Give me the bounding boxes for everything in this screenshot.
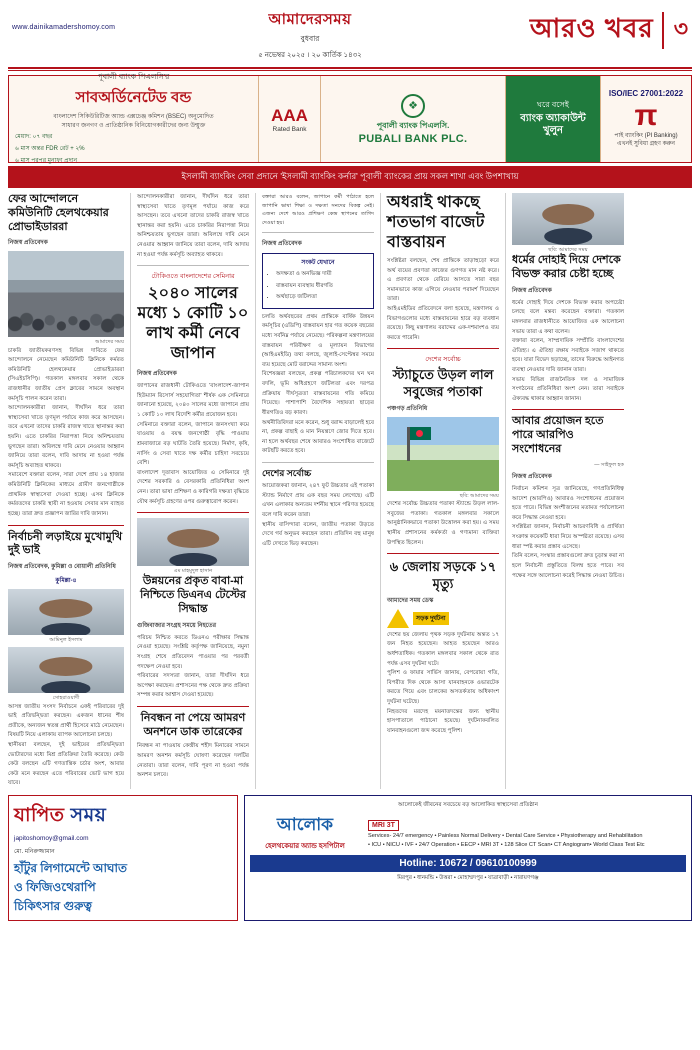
column-3 xyxy=(262,193,374,789)
mri-badge: MRI 3T xyxy=(368,820,399,831)
article-8-photo-caption: ছবি: আমাদের সময় xyxy=(459,492,499,499)
article-6-factbox xyxy=(262,253,374,309)
divider-1 xyxy=(8,525,124,526)
col3-jump-para: বক্তারা আরও বলেন, জাপানে কর্মী পাঠাতে হলে জাপানি ভাষা শিক্ষা ও দক্ষতা সনদের বিকল্প নেই। এজন্য দেশে আরও প্রশিক্ষণ কেন্দ্র স্থাপনের তাগিদ দেওয়া হয়। xyxy=(262,194,374,226)
col5-portrait-caption: ছবি: আমাদের সময় xyxy=(548,247,588,253)
article-11-byline: নিজস্ব প্রতিবেদক xyxy=(512,474,552,481)
article-1-byline: নিজস্ব প্রতিবেদক xyxy=(8,240,48,247)
lead-para-2: আইএমইডির প্রতিবেদনে বলা হয়েছে, মন্ত্রণালয় ও বিভাগগুলোর মধ্যে বাস্তবায়নের হারে বড় ব্যবধান রয়েছে। কিছু মন্ত্রণালয় বরাদ্দের এক-দশমাংশও ব্যয় করতে পারেনি। xyxy=(387,306,499,341)
alok-branches: মিরপুর • ধানমন্ডি • উত্তরা • মোহাম্মদপুর • যাত্রাবাড়ী • নারায়ণগঞ্জ xyxy=(397,874,539,881)
article-8-photo xyxy=(387,417,499,491)
factbox-item-1: • অদক্ষতা ও অনভিজ্ঞ দায়ী xyxy=(276,270,370,280)
column-4 xyxy=(387,193,499,789)
article-10-para-2: বক্তারা বলেন, সাম্প্রদায়িক সম্প্রীতি বাংলাদেশের ঐতিহ্য। এ ঐতিহ্য রক্ষায় সবাইকে সজাগ থাকতে হবে। যারা বিভেদ ছড়াচ্ছে, তাদের বিরুদ্ধে আইনগত ব্যবস্থা নেওয়ার দাবি জানান তারা। xyxy=(512,338,624,374)
column-separator-4 xyxy=(505,193,506,789)
divider-8 xyxy=(387,553,499,554)
pubali-bank-icon: ❖ xyxy=(401,94,425,118)
article-2-para-2: স্থানীয়রা বলছেন, দুই ভাইয়ের প্রতিদ্বন্দ্বিতা ভোটারদের মধ্যে মিশ্র প্রতিক্রিয়া তৈরি করেছে। কেউ কেউ বলছেন এটি গণতান্ত্রিক চর্চার অংশ, আবার কেউ মনে করছেন এতে পরিবারের ভোট ভাগ হয়ে যাবে। xyxy=(8,742,124,787)
article-10-byline: নিজস্ব প্রতিবেদক xyxy=(512,287,552,294)
article-7-headline: দেশের সর্বোচ্চ xyxy=(262,467,312,478)
divider-4 xyxy=(137,706,249,707)
japito-title-line3: চিকিৎসার গুরুত্ব xyxy=(14,899,92,914)
column-2 xyxy=(137,193,249,789)
article-2-byline: নিজস্ব প্রতিবেদক, কুমিল্লা ও বোয়ালী প্রতিনিধি xyxy=(8,564,116,570)
japito-author: মো. মনিরুজ্জামান xyxy=(14,849,55,856)
hotline-label: Hotline: xyxy=(399,857,437,869)
content-grid xyxy=(8,193,692,789)
masthead-center xyxy=(182,8,438,61)
article-6-para-2: বিশেষজ্ঞরা বলছেন, প্রকল্প পরিচালকদের ঘন ঘন বদলি, ভূমি অধিগ্রহণে জটিলতা এবং দরপত্র প্রক্রিয়ায় দীর্ঘসূত্রতা বাস্তবায়নের গতি কমিয়ে দিয়েছে। পাশাপাশি বৈদেশিক সহায়তা ছাড়ের ধীরগতিও বড় কারণ। xyxy=(262,371,374,416)
lead-para-1: সংশ্লিষ্টরা বলছেন, শেষ প্রান্তিকে তাড়াহুড়ো করে অর্থ ব্যয়ের প্রবণতা কাজের গুণগত মান নষ্ট করে। এ প্রবণতা থেকে বেরিয়ে আসতে সারা বছর সমানভাবে কাজ এগিয়ে নেওয়ার পরামর্শ দিয়েছেন তারা। xyxy=(387,258,499,303)
road-accident-warning xyxy=(387,609,499,628)
article-9-para-2: পুলিশ ও ফায়ার সার্ভিস জানায়, বেপরোয়া গতি, বিপরীত দিক থেকে আসা যানবাহনকে ওভারটেক করতে গিয়ে এবং চালকের অসতর্কতায় অধিকাংশ দুর্ঘটনা ঘটেছে। xyxy=(387,670,499,706)
page-number: ৩ xyxy=(662,12,688,49)
article-1-para-3: সমাবেশে বক্তারা বলেন, সারা দেশে প্রায় ১৪ হাজার কমিউনিটি ক্লিনিকের মাধ্যমে গ্রামীণ জনগোষ্ঠীকে প্রাথমিক স্বাস্থ্যসেবা দেওয়া হচ্ছে। এসব ক্লিনিকে কর্মরতদের চাকরি স্থায়ী না হওয়ায় সেবার মান ব্যাহত হচ্ছে। তারা দ্রুত প্রজ্ঞাপন জারির দাবি জানান। xyxy=(8,472,124,517)
japito-title-line2: ও ফিজিওথেরাপি xyxy=(14,880,96,895)
warning-triangle-icon xyxy=(387,609,409,628)
article-10-para-1: ধর্মের দোহাই দিয়ে দেশকে বিভক্ত করার অপচেষ্টা চলছে বলে মন্তব্য করেছেন বক্তারা। গতকাল মঙ্গলবার রাজধানীতে আয়োজিত এক আলোচনা সভায় তারা এ কথা বলেন। xyxy=(512,299,624,335)
pi-banking-line2: এখনই সুবিধা গ্রহণ করুন xyxy=(617,141,675,148)
rating-label: Rated Bank xyxy=(272,125,307,133)
masthead-left xyxy=(12,8,182,31)
divider-3 xyxy=(137,512,249,513)
divider-2 xyxy=(137,265,249,266)
article-1-headline: ফের আন্দোলনে কমিউনিটি হেলথকেয়ার প্রোভাইডাররা xyxy=(8,193,109,233)
article-11-para-2: সংশ্লিষ্টরা জানান, নির্বাচনী আচরণবিধি ও প্রার্থিতা সংক্রান্ত কয়েকটি ধারা নিয়ে অস্পষ্টতা রয়েছে। এসব ধারা স্পষ্ট করার প্রস্তাব এসেছে। xyxy=(512,524,624,550)
factbox-title: সংকট যেখানে xyxy=(301,260,335,267)
ad-bond-bullet-3: ৬ মাস পরপর মুনাফা প্রদান xyxy=(15,157,78,164)
ad-bond-line4: সাধারণ জনগণ ও প্রাতিষ্ঠানিক বিনিয়োগকারীদের জন্য উন্মুক্ত xyxy=(61,122,206,129)
lead-headline: অধরাই থাকছে শতভাগ বাজেট বাস্তবায়ন xyxy=(387,194,485,251)
article-5-para-1: নিবন্ধন না পাওয়ায় কেন্দ্রীয় শহীদ মিনারের সামনে আমরণ অনশন কর্মসূচি ঘোষণা করেছেন দলটির নেতারা। তারা বলেন, দাবি পূরণ না হওয়া পর্যন্ত অনশন চলবে। xyxy=(137,743,249,779)
newspaper-logo: আমাদেরসময় xyxy=(268,11,352,28)
article-4-byline: গুজিবাজার সংগ্রহ সময়ে নিহতের xyxy=(137,622,216,629)
masthead-right xyxy=(438,8,688,52)
col2-lead-para: আন্দোলনকারীরা জানান, দীর্ঘদিন ধরে তারা স্বাস্থ্যসেবা খাতে তৃণমূল পর্যায়ে কাজ করে আসছেন। তবে এখনো তাদের চাকরি রাজস্ব খাতে স্থানান্তর করা হয়নি। এতে চাকরির নিরাপত্তা নিয়ে অনিশ্চয়তায় ভুগছেন তারা। অবিলম্বে দাবি মেনে নেওয়ার আহ্বান জানিয়ে তারা বলেন, দাবি আদায় না হওয়া পর্যন্ত কর্মসূচি অব্যাহত থাকবে। xyxy=(137,194,249,258)
article-11-source-note: — সাইফুল হক xyxy=(594,461,624,468)
article-8-byline: পঞ্চগড় প্রতিনিধি xyxy=(387,405,428,412)
article-8-para-1: দেশের সর্বোচ্চ উচ্চতার পতাকা স্ট্যান্ডে উড়ল লাল-সবুজের পতাকা। গতকাল মঙ্গলবার সকালে আনুষ্ঠানিকভাবে পতাকা উত্তোলন করা হয়। এ সময় স্থানীয় প্রশাসনের কর্মকর্তা ও গণ্যমান্য ব্যক্তিরা উপস্থিত ছিলেন। xyxy=(387,501,499,546)
top-advertisement[interactable] xyxy=(8,72,692,164)
article-9-para-3: নিহতদের মরদেহ ময়নাতদন্তের জন্য স্থানীয় হাসপাতালে পাঠানো হয়েছে। দুর্ঘটনাকবলিত যানবাহনগুলো জব্দ করেছে পুলিশ। xyxy=(387,708,499,734)
article-3-para-1: জাপানের রাজধানী টোকিওতে 'বাংলাদেশ-জাপান হিউম্যান রিসোর্স সহযোগিতা' শীর্ষক এক সেমিনারে জানানো হয়েছে, ২০৪০ সালের মধ্যে জাপানে প্রায় ১ কোটি ১০ লাখ বিদেশি কর্মীর প্রয়োজন হবে। xyxy=(137,383,249,419)
warning-label: সড়ক দুর্ঘটনা xyxy=(413,612,449,625)
article-4-para-2: পরিবারের সদস্যরা জানান, তারা দীর্ঘদিন ধরে অপেক্ষা করছেন। প্রশাসনের পক্ষ থেকে দ্রুত প্রক্রিয়া সম্পন্ন করার আশ্বাস দেওয়া হয়েছে। xyxy=(137,673,249,699)
article-3-para-3: বাংলাদেশ দূতাবাস আয়োজিত এ সেমিনারে দুই দেশের সরকারি ও বেসরকারি প্রতিনিধিরা অংশ নেন। তারা ভাষা প্রশিক্ষণ ও কারিগরি দক্ষতা বৃদ্ধিতে যৌথ কর্মসূচি গ্রহণের ওপর গুরুত্বারোপ করেন। xyxy=(137,469,249,505)
column-5 xyxy=(512,193,624,789)
divider-5 xyxy=(262,232,374,233)
pi-symbol-icon: π xyxy=(634,99,658,133)
article-5-headline: নিবন্ধন না পেয়ে আমরণ অনশনে ডাক তারেকের xyxy=(140,711,246,738)
column-separator-1 xyxy=(130,193,131,789)
article-4-photo xyxy=(137,518,249,566)
divider-7 xyxy=(387,348,499,349)
article-4-para-1: পরিচয় নিশ্চিত করতে ডিএনএ পরীক্ষার সিদ্ধান্ত নেওয়া হয়েছে। সংশ্লিষ্ট কর্তৃপক্ষ জানিয়েছে, নমুনা সংগ্রহ শেষে প্রতিবেদন পাওয়ার পর পরবর্তী পদক্ষেপ নেওয়া হবে। xyxy=(137,634,249,670)
candidate-b-caption: সোহরাওয়ার্দী xyxy=(52,695,80,702)
alok-tagline: আলোকেই জীবনের সবচেয়ে বড় আলোকিত স্বাস্থ্যসেবা প্রতিষ্ঠান xyxy=(398,802,538,809)
hotline-number: 10672 / 09610100999 xyxy=(439,857,537,869)
ad-bond-line3: বাংলাদেশ সিকিউরিটিজ অ্যান্ড এক্সচেঞ্জ কমিশন (BSEC) অনুমোদিত xyxy=(53,114,214,121)
column-1 xyxy=(8,193,124,789)
article-11-para-1: নির্বাচন কমিশন সূত্র জানিয়েছে, গণপ্রতিনিধিত্ব আদেশ (আরপিও) আবারও সংশোধনের প্রয়োজন হতে পারে। বিভিন্ন অংশীজনের মতামত পর্যালোচনা করে সিদ্ধান্ত নেওয়া হবে। xyxy=(512,486,624,521)
article-3-byline: নিজস্ব প্রতিবেদক xyxy=(137,371,177,378)
factbox-list xyxy=(276,270,370,303)
article-2-headline: নির্বাচনী লড়াইয়ে মুখোমুখি দুই ভাই xyxy=(8,530,123,557)
candidate-a-photo xyxy=(8,589,124,635)
ad-open-account[interactable] xyxy=(506,76,601,162)
article-3-kicker: টোকিওতে বাংলাদেশের সেমিনার xyxy=(151,273,235,281)
ad-pi-banking xyxy=(601,76,691,162)
article-6-byline: নিজস্ব প্রতিবেদক xyxy=(262,241,302,248)
ad-banner-strip: ইসলামী ব্যাংকিং সেবা প্রদানে 'ইসলামী ব্যাংকিং কর্নার' পূবালী ব্যাংকের প্রায় সকল শাখা এবং উপশাখায় xyxy=(8,166,692,188)
article-1-photo xyxy=(8,251,124,337)
article-1-para-1: চাকরি জাতীয়করণসহ বিভিন্ন দাবিতে ফের আন্দোলনে নেমেছেন কমিউনিটি ক্লিনিকে কর্মরত কমিউনিটি হেলথকেয়ার প্রোভাইডাররা (সিএইচসিপি)। গতকাল মঙ্গলবার সকাল থেকে রাজধানীর জাতীয় প্রেস ক্লাবের সামনে অবস্থান কর্মসূচি পালন করেন তারা। xyxy=(8,347,124,402)
alok-logo: আলোক xyxy=(276,814,334,834)
article-3-para-2: সেমিনারে বক্তারা বলেন, জাপানে জনসংখ্যা কমে যাওয়ায় ও বয়স্ক জনগোষ্ঠী বৃদ্ধি পাওয়ায় শ্রমবাজারে বড় ঘাটতি তৈরি হয়েছে। নির্মাণ, কৃষি, নার্সিং ও সেবা খাতে দক্ষ কর্মীর চাহিদা সবচেয়ে বেশি। xyxy=(137,421,249,467)
ad-bond-bullet-1: মেয়াদ: ০৭ বছর xyxy=(15,133,53,140)
ad-bond-offer xyxy=(9,72,259,164)
divider-9 xyxy=(512,409,624,410)
divider-6 xyxy=(262,462,374,463)
candidate-a-caption: আমিনুল ইসলাম xyxy=(49,637,83,643)
issue-date: ৫ নভেম্বর ২০২৫ । ২০ কার্তিক ১৪৩২ xyxy=(258,52,362,59)
ad-credit-rating xyxy=(259,76,321,162)
website-url: www.dainikamadershomoy.com xyxy=(12,24,116,31)
bangladesh-flag-icon xyxy=(409,427,431,440)
alok-services-line1: Services- 24/7 emergency • Painless Normal Delivery • Dental Care Service • Physiotherapy and Rehabilitation xyxy=(368,833,643,840)
alok-hotline[interactable] xyxy=(250,855,686,872)
open-account-line2: ব্যাংক অ্যাকাউন্ট খুলুন xyxy=(520,112,586,137)
article-6-para-1: চলতি অর্থবছরের প্রথম প্রান্তিকে বার্ষিক উন্নয়ন কর্মসূচির (এডিপি) বাস্তবায়ন হার গত কয়েক বছরের মধ্যে সর্বনিম্ন পর্যায়ে নেমেছে। পরিকল্পনা মন্ত্রণালয়ের বাস্তবায়ন পরিবীক্ষণ ও মূল্যায়ন বিভাগের (আইএমইডি) তথ্য বলছে, জুলাই-সেপ্টেম্বর সময়ে ব্যয় হয়েছে মোট বরাদ্দের সামান্য অংশ। xyxy=(262,313,374,368)
candidate-b-photo xyxy=(8,647,124,693)
factbox-item-3: • অর্থছাড়ে জটিলতা xyxy=(276,293,370,303)
article-6-para-3: অর্থনীতিবিদরা মনে করেন, শুধু বরাদ্দ বাড়ালেই হবে না, প্রকল্প বাছাই ও মান নিয়ন্ত্রণে জোর দিতে হবে। না হলে অর্থবছর শেষে আবারও সংশোধিত বাজেটে কাটছাঁট করতে হবে। xyxy=(262,419,374,455)
japito-email[interactable]: japitoshomoy@gmail.com xyxy=(14,835,89,843)
article-11-para-3: তিনি বলেন, সংস্কার প্রস্তাবগুলো দ্রুত চূড়ান্ত করা না হলে নির্বাচনী প্রস্তুতিতে বিলম্ব হতে পারে। সব পক্ষের সঙ্গে আলোচনা করেই সিদ্ধান্ত নেওয়া উচিত। xyxy=(512,553,625,579)
masthead xyxy=(8,6,692,65)
article-10-headline: ধর্মের দোহাই দিয়ে দেশকে বিভক্ত করার চেষ্টা হচ্ছে xyxy=(512,254,621,281)
article-9-headline: ৬ জেলায় সড়কে ১৭ মৃত্যু xyxy=(389,559,497,591)
article-9-para-1: দেশের ছয় জেলায় পৃথক সড়ক দুর্ঘটনায় অন্তত ১৭ জন নিহত হয়েছেন। আহত হয়েছেন আরও অর্ধশতাধিক। গতকাল মঙ্গলবার সকাল থেকে রাত পর্যন্ত এসব দুর্ঘটনা ঘটে। xyxy=(387,631,499,667)
article-7-para-2: স্থানীয় বাসিন্দারা বলেন, জাতীয় পতাকা উড়তে দেখে গর্ব অনুভব করছেন তারা। প্রতিদিন বহু মানুষ এটি দেখতে ভিড় করছেন। xyxy=(262,521,374,547)
column-separator-3 xyxy=(380,193,381,789)
open-account-line1: ঘরে বসেই xyxy=(537,100,569,110)
weekday-label: বুধবার xyxy=(300,34,320,43)
japito-logo-part2: সময় xyxy=(70,805,107,827)
alok-hospital-ad[interactable] xyxy=(244,795,692,921)
article-11-headline: আবার প্রয়োজন হতে পারে আরপিও সংশোধনের xyxy=(512,415,604,455)
article-9-byline: আমাদের সময় ডেস্ক xyxy=(387,597,434,604)
japito-shomoy-ad[interactable] xyxy=(8,795,238,921)
alok-logo-sub: হেলথকেয়ার অ্যান্ড হসপিটাল xyxy=(265,842,345,850)
masthead-rule-thin xyxy=(8,70,692,71)
article-8-headline: স্ট্যাচুতে উড়ল লাল সবুজের পতাকা xyxy=(392,367,494,399)
col5-portrait-photo xyxy=(512,193,624,245)
article-4-photo-caption: এম মাহমুদুল হাসান xyxy=(173,568,213,575)
article-3-headline: ২০৪০ সালের মধ্যে ১ কোটি ১০ লাখ কর্মী নেবে জাপান xyxy=(137,285,249,363)
column-separator-2 xyxy=(255,193,256,789)
article-2-para-1: আসন্ন জাতীয় সংসদ নির্বাচনে একই পরিবারের দুই ভাই প্রতিদ্বন্দ্বিতা করছেন। একজন ধানের শীষ প্রতীকে, অন্যজন স্বতন্ত্র প্রার্থী হিসেবে মাঠে নেমেছেন। বিষয়টি নিয়ে এলাকায় ব্যাপক আলোচনা চলছে। xyxy=(8,703,124,739)
japito-title-line1: হাঁটুর লিগামেন্টে আঘাত xyxy=(14,861,127,876)
bank-name-bn: পূবালী ব্যাংক পিএলসি. xyxy=(376,120,450,130)
alok-services-line2: • ICU • NICU • IVF • 24/7 Operation • EECP • MRI 3T • 128 Slice CT Scan• CT Angiogram• World Class Test Etc xyxy=(368,841,645,848)
ad-bank-logo xyxy=(321,76,506,162)
ad-bond-title: সাবঅর্ডিনেটেড বন্ড xyxy=(75,89,192,107)
bank-name-en: PUBALI BANK PLC. xyxy=(358,132,468,145)
section-title: আরও খবর xyxy=(529,13,654,43)
article-7-para-1: আয়োজকরা জানান, ২৪৭ ফুট উচ্চতার এই পতাকা স্ট্যান্ড নির্মাণে প্রায় এক বছর সময় লেগেছে। এটি এখন এলাকার অন্যতম দর্শনীয় স্থানে পরিণত হয়েছে বলে দাবি করেন তারা। xyxy=(262,483,374,519)
rating-value: AAA xyxy=(271,105,308,125)
iso-certification: ISO/IEC 27001:2022 xyxy=(608,89,684,98)
article-1-para-2: আন্দোলনকারীরা জানান, দীর্ঘদিন ধরে তারা স্বাস্থ্যসেবা খাতে তৃণমূল পর্যায়ে কাজ করে আসছেন। তবে এখনো তাদের চাকরি রাজস্ব খাতে স্থানান্তর করা হয়নি। এতে চাকরির নিরাপত্তা নিয়ে অনিশ্চয়তায় ভুগছেন তারা। অবিলম্বে দাবি মেনে নেওয়ার আহ্বান জানিয়ে তারা বলেন, দাবি আদায় না হওয়া পর্যন্ত কর্মসূচি অব্যাহত থাকবে। xyxy=(8,405,124,469)
article-1-photo-caption: আমাদের সময় xyxy=(95,339,124,346)
japito-logo-part1: যাপিত xyxy=(14,805,65,827)
bottom-advertisements xyxy=(8,795,692,921)
article-10-para-3: সভায় বিভিন্ন রাজনৈতিক দল ও সামাজিক সংগঠনের প্রতিনিধিরা অংশ নেন। তারা সবাইকে ঐক্যবদ্ধ থাকার আহ্বান জানান। xyxy=(512,376,624,402)
constituency-badge: কুমিল্লা-৪ xyxy=(55,578,77,584)
article-8-kicker: দেশের সর্বোচ্চ xyxy=(425,356,461,364)
ad-bond-bullet-2: ৬ মাস অন্তর FDR রেট + ২% xyxy=(15,145,85,152)
pi-banking-line1: পাই ব্যাংকিং (PI Banking) xyxy=(614,133,678,140)
article-4-headline: উন্নয়নের প্রকৃত বাবা-মা নিশ্চিতে ডিএনএ টেস্টের সিদ্ধান্ত xyxy=(140,575,246,615)
ad-bond-line1: পূবালী ব্যাংক পিএলসি'র xyxy=(97,72,170,82)
masthead-rule-thick xyxy=(8,67,692,69)
factbox-item-2: • বাস্তবায়ন ব্যবস্থায় ধীরগতি xyxy=(276,282,370,292)
